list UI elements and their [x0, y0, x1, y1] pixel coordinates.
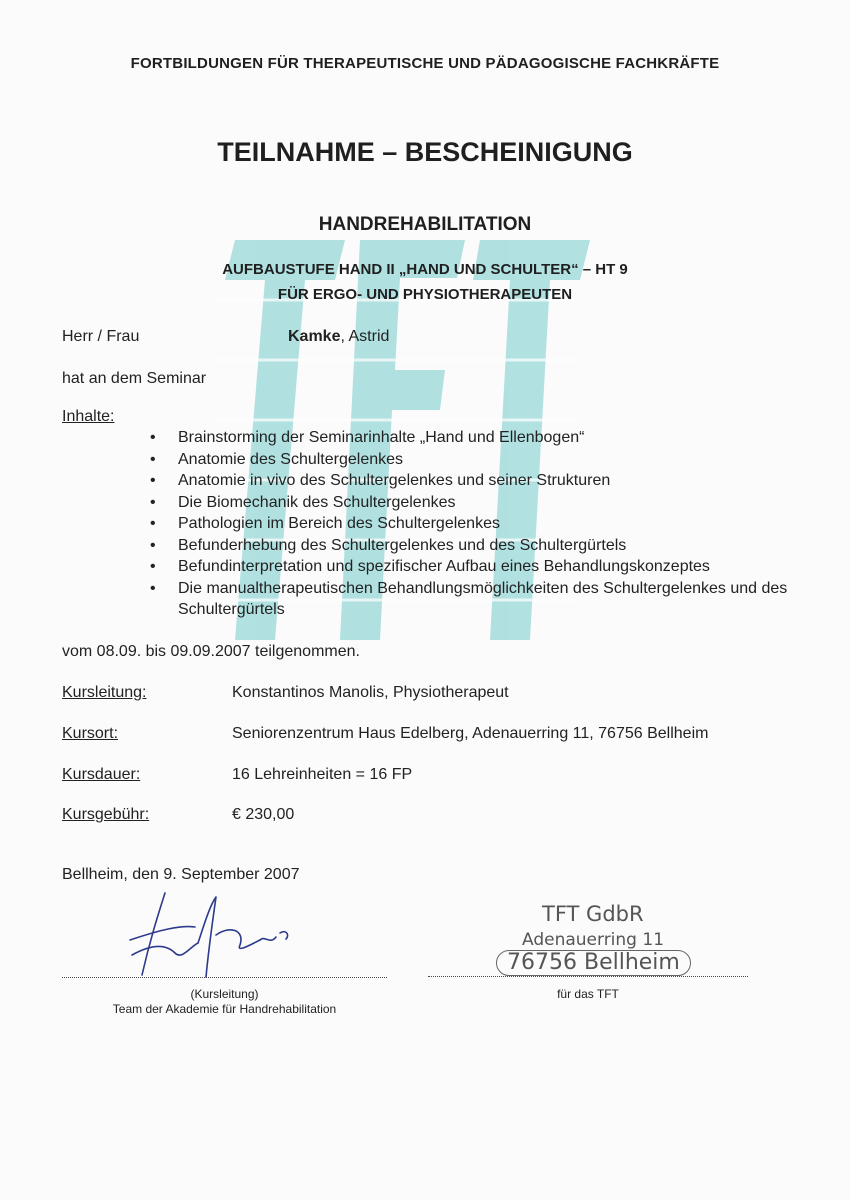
- course-location-label: Kursort:: [62, 725, 119, 742]
- participant-last-name: Kamke: [288, 328, 341, 345]
- list-item: • Brainstorming der Seminarinhalte „Hand und Ellenbogen“: [150, 427, 810, 449]
- participant-name: [288, 328, 389, 346]
- attendance-dates: vom 08.09. bis 09.09.2007 teilgenommen.: [62, 643, 360, 660]
- company-stamp: [470, 900, 730, 980]
- stamp-company: TFT GdbR: [542, 902, 644, 926]
- list-item: • Befundinterpretation und spezifischer Aufbau eines Behandlungskonzeptes: [150, 556, 810, 578]
- course-lead-value: Konstantinos Manolis, Physiotherapeut: [232, 684, 509, 701]
- organization-header: FORTBILDUNGEN FÜR THERAPEUTISCHE UND PÄDAGOGISCHE FACHKRÄFTE: [130, 55, 720, 72]
- course-duration-value: 16 Lehreinheiten = 16 FP: [232, 766, 413, 783]
- stamp-street: Adenauerring 11: [522, 930, 665, 950]
- stamp-city: 76756 Bellheim: [496, 950, 691, 976]
- participant-first-name: , Astrid: [340, 328, 390, 345]
- course-duration-label: Kursdauer:: [62, 766, 141, 783]
- signature-caption-team: Team der Akademie für Handrehabilitation: [112, 1002, 337, 1016]
- handwritten-signature: [120, 885, 300, 985]
- signature-line-left: [62, 977, 387, 978]
- place-and-date: Bellheim, den 9. September 2007: [62, 866, 300, 883]
- list-item: • Anatomie des Schultergelenkes: [150, 449, 810, 471]
- list-item: • Befunderhebung des Schultergelenkes und des Schultergürtels: [150, 535, 810, 557]
- salutation: Herr / Frau: [62, 328, 140, 345]
- document-title: TEILNAHME – BESCHEINIGUNG: [217, 137, 633, 167]
- signature-caption-tft: für das TFT: [557, 987, 619, 1001]
- list-item: • Die Biomechanik des Schultergelenkes: [150, 492, 810, 514]
- course-lead-label: Kursleitung:: [62, 684, 147, 701]
- list-item: • Pathologien im Bereich des Schultergelenkes: [150, 513, 810, 535]
- course-fee-label: Kursgebühr:: [62, 806, 150, 823]
- list-item: • Anatomie in vivo des Schultergelenkes und seiner Strukturen: [150, 470, 810, 492]
- seminar-intro: hat an dem Seminar: [62, 370, 207, 387]
- contents-list: [150, 427, 810, 621]
- course-subtitle: AUFBAUSTUFE HAND II „HAND UND SCHULTER“ – HT 9: [222, 261, 628, 278]
- list-item: • Die manualtherapeutischen Behandlungsmöglichkeiten des Schultergelenkes und des Schultergürtels: [150, 578, 808, 621]
- course-fee-value: € 230,00: [232, 806, 295, 823]
- course-audience: FÜR ERGO- UND PHYSIOTHERAPEUTEN: [277, 286, 573, 303]
- signature-caption-role: (Kursleitung): [190, 987, 259, 1001]
- course-title: HANDREHABILITATION: [318, 214, 532, 235]
- contents-label: Inhalte:: [62, 408, 115, 425]
- course-location-value: Seniorenzentrum Haus Edelberg, Adenauerring 11, 76756 Bellheim: [232, 725, 709, 742]
